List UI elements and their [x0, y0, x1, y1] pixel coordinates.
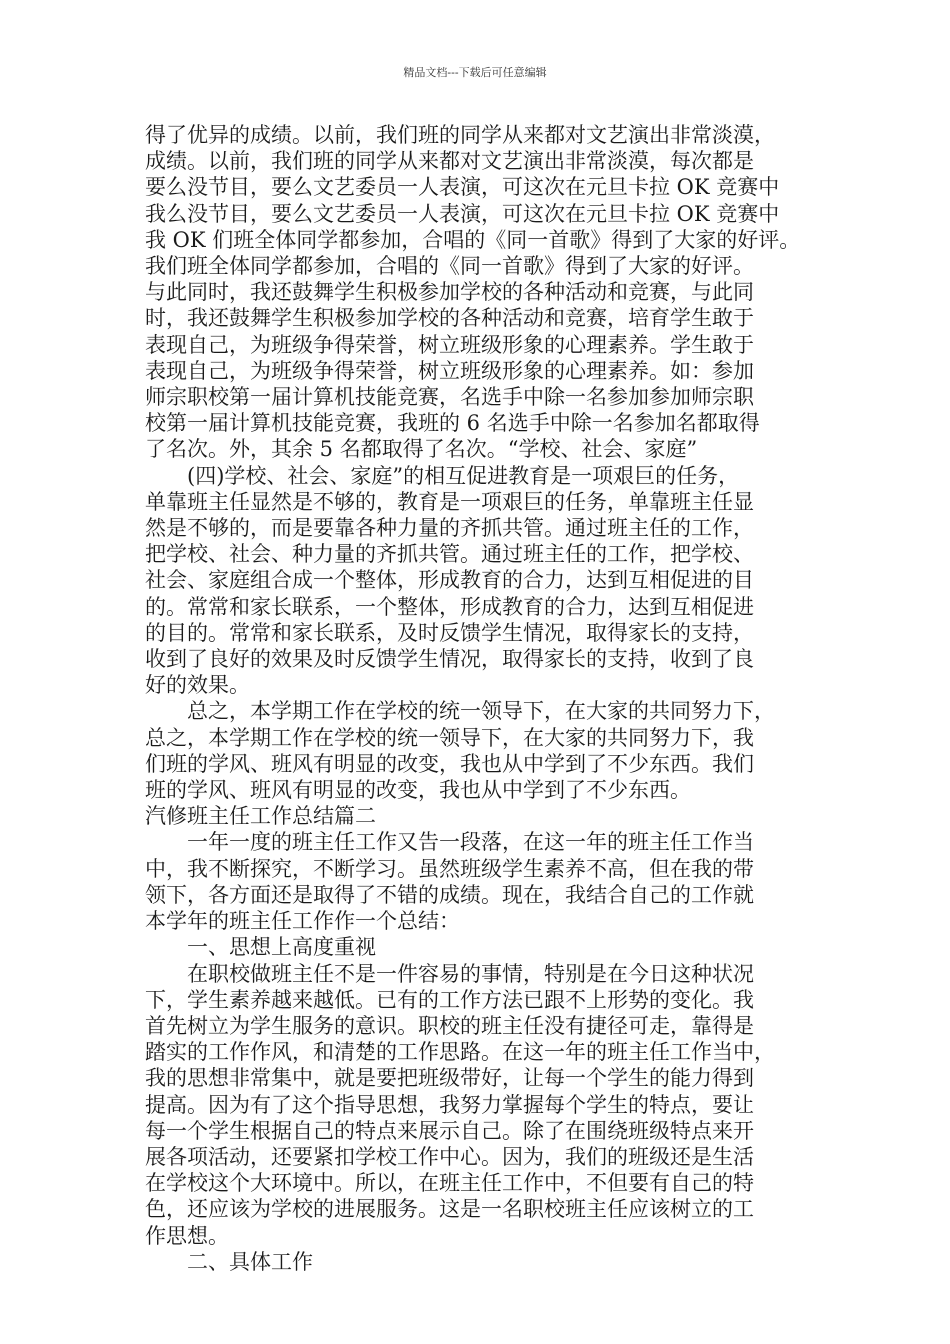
text-line: 校第一届计算机技能竞赛，我班的 6 名选手中除一名参加名都取得	[145, 411, 760, 436]
paragraph	[145, 698, 825, 803]
text-line: 表现自己，为班级争得荣誉，树立班级形象的心理素养。学生敢于	[145, 332, 754, 357]
text-line: 展各项活动，还要紧扣学校工作中心。因为，我们的班级还是生活	[145, 1144, 754, 1169]
text-line: 一、思想上高度重视	[187, 935, 376, 960]
text-line: 好的效果。	[145, 673, 250, 698]
text-line: 汽修班主任工作总结篇二	[145, 804, 376, 829]
text-line: 每一个学生根据自己的特点来展示自己。除了在围绕班级特点来开	[145, 1118, 754, 1143]
text-line: 的目的。常常和家长联系，及时反馈学生情况，取得家长的支持，	[145, 620, 754, 645]
paragraph	[145, 803, 825, 829]
text-line: 踏实的工作作风，和清楚的工作思路。在这一年的班主任工作当中，	[145, 1040, 775, 1065]
text-line: 首先树立为学生服务的意识。职校的班主任没有捷径可走，靠得是	[145, 1013, 754, 1038]
text-line: 提高。因为有了这个指导思想，我努力掌握每个学生的特点，要让	[145, 1092, 754, 1117]
document-body	[145, 122, 825, 1275]
text-line: 色，还应该为学校的进展服务。这是一名职校班主任应该树立的工	[145, 1197, 754, 1222]
text-line: 总之，本学期工作在学校的统一领导下，在大家的共同努力下，	[187, 699, 775, 724]
text-line: 单靠班主任显然是不够的，教育是一项艰巨的任务，单靠班主任显	[145, 489, 754, 514]
text-line: 我的思想非常集中，就是要把班级带好，让每一个学生的能力得到	[145, 1066, 754, 1091]
text-line: 得了优异的成绩。以前，我们班的同学从来都对文艺演出非常淡漠，	[145, 123, 775, 147]
paragraph	[145, 463, 825, 699]
text-line: 表现自己，为班级争得荣誉，树立班级形象的心理素养。如：参加	[145, 358, 754, 383]
text-line: 总之，本学期工作在学校的统一领导下，在大家的共同努力下，我	[145, 725, 754, 750]
paragraph	[145, 961, 825, 1249]
text-line: 了名次。外，其余 5 名都取得了名次。“学校、社会、家庭”	[145, 437, 698, 462]
text-line: 班的学风、班风有明显的改变，我也从中学到了不少东西。	[145, 778, 691, 803]
page-header: 精品文档---下载后可任意编辑	[403, 66, 547, 79]
text-line: 本学年的班主任工作作一个总结：	[145, 909, 460, 934]
text-line: 师宗职校第一届计算机技能竞赛，名选手中除一名参加参加师宗职	[145, 385, 754, 410]
text-line: 下，学生素养越来越低。已有的工作方法已跟不上形势的变化。我	[145, 987, 754, 1012]
text-line: 然是不够的，而是要靠各种力量的齐抓共管。通过班主任的工作，	[145, 516, 754, 541]
text-line: (四)学校、社会、家庭”的相互促进教育是一项艰巨的任务，	[187, 463, 740, 488]
text-line: 我么没节目，要么文艺委员一人表演，可这次在元旦卡拉 OK 竞赛中	[145, 201, 780, 226]
paragraph	[145, 1249, 825, 1275]
text-line: 们班的学风、班风有明显的改变，我也从中学到了不少东西。我们	[145, 751, 754, 776]
text-line: 收到了良好的效果及时反馈学生情况，取得家长的支持，收到了良	[145, 647, 754, 672]
text-line: 时，我还鼓舞学生积极参加学校的各种活动和竞赛，培育学生敢于	[145, 306, 754, 331]
text-line: 中，我不断探究，不断学习。虽然班级学生素养不高，但在我的带	[145, 856, 754, 881]
text-line: 把学校、社会、种力量的齐抓共管。通过班主任的工作，把学校、	[145, 542, 754, 567]
paragraph	[145, 934, 825, 960]
text-line: 要么没节目，要么文艺委员一人表演，可这次在元旦卡拉 OK 竞赛中	[145, 175, 780, 200]
text-line: 的。常常和家长联系，一个整体，形成教育的合力，达到互相促进	[145, 594, 754, 619]
paragraph	[145, 829, 825, 934]
text-line: 领下，各方面还是取得了不错的成绩。现在，我结合自己的工作就	[145, 882, 754, 907]
text-line: 在职校做班主任不是一件容易的事情，特别是在今日这种状况	[187, 961, 754, 986]
text-line: 作思想。	[145, 1223, 229, 1248]
paragraph	[145, 122, 825, 463]
text-line: 一年一度的班主任工作又告一段落，在这一年的班主任工作当	[187, 830, 754, 855]
text-line: 二、具体工作	[187, 1249, 313, 1274]
text-line: 与此同时，我还鼓舞学生积极参加学校的各种活动和竞赛，与此同	[145, 280, 754, 305]
text-line: 成绩。以前，我们班的同学从来都对文艺演出非常淡漠，每次都是	[145, 149, 754, 174]
text-line: 我们班全体同学都参加，合唱的《同一首歌》得到了大家的好评。	[145, 254, 754, 279]
text-line: 我 OK 们班全体同学都参加，合唱的《同一首歌》得到了大家的好评。	[145, 227, 801, 252]
text-line: 在学校这个大环境中。所以，在班主任工作中，不但要有自己的特	[145, 1171, 754, 1196]
text-line: 社会、家庭组合成一个整体，形成教育的合力，达到互相促进的目	[145, 568, 754, 593]
